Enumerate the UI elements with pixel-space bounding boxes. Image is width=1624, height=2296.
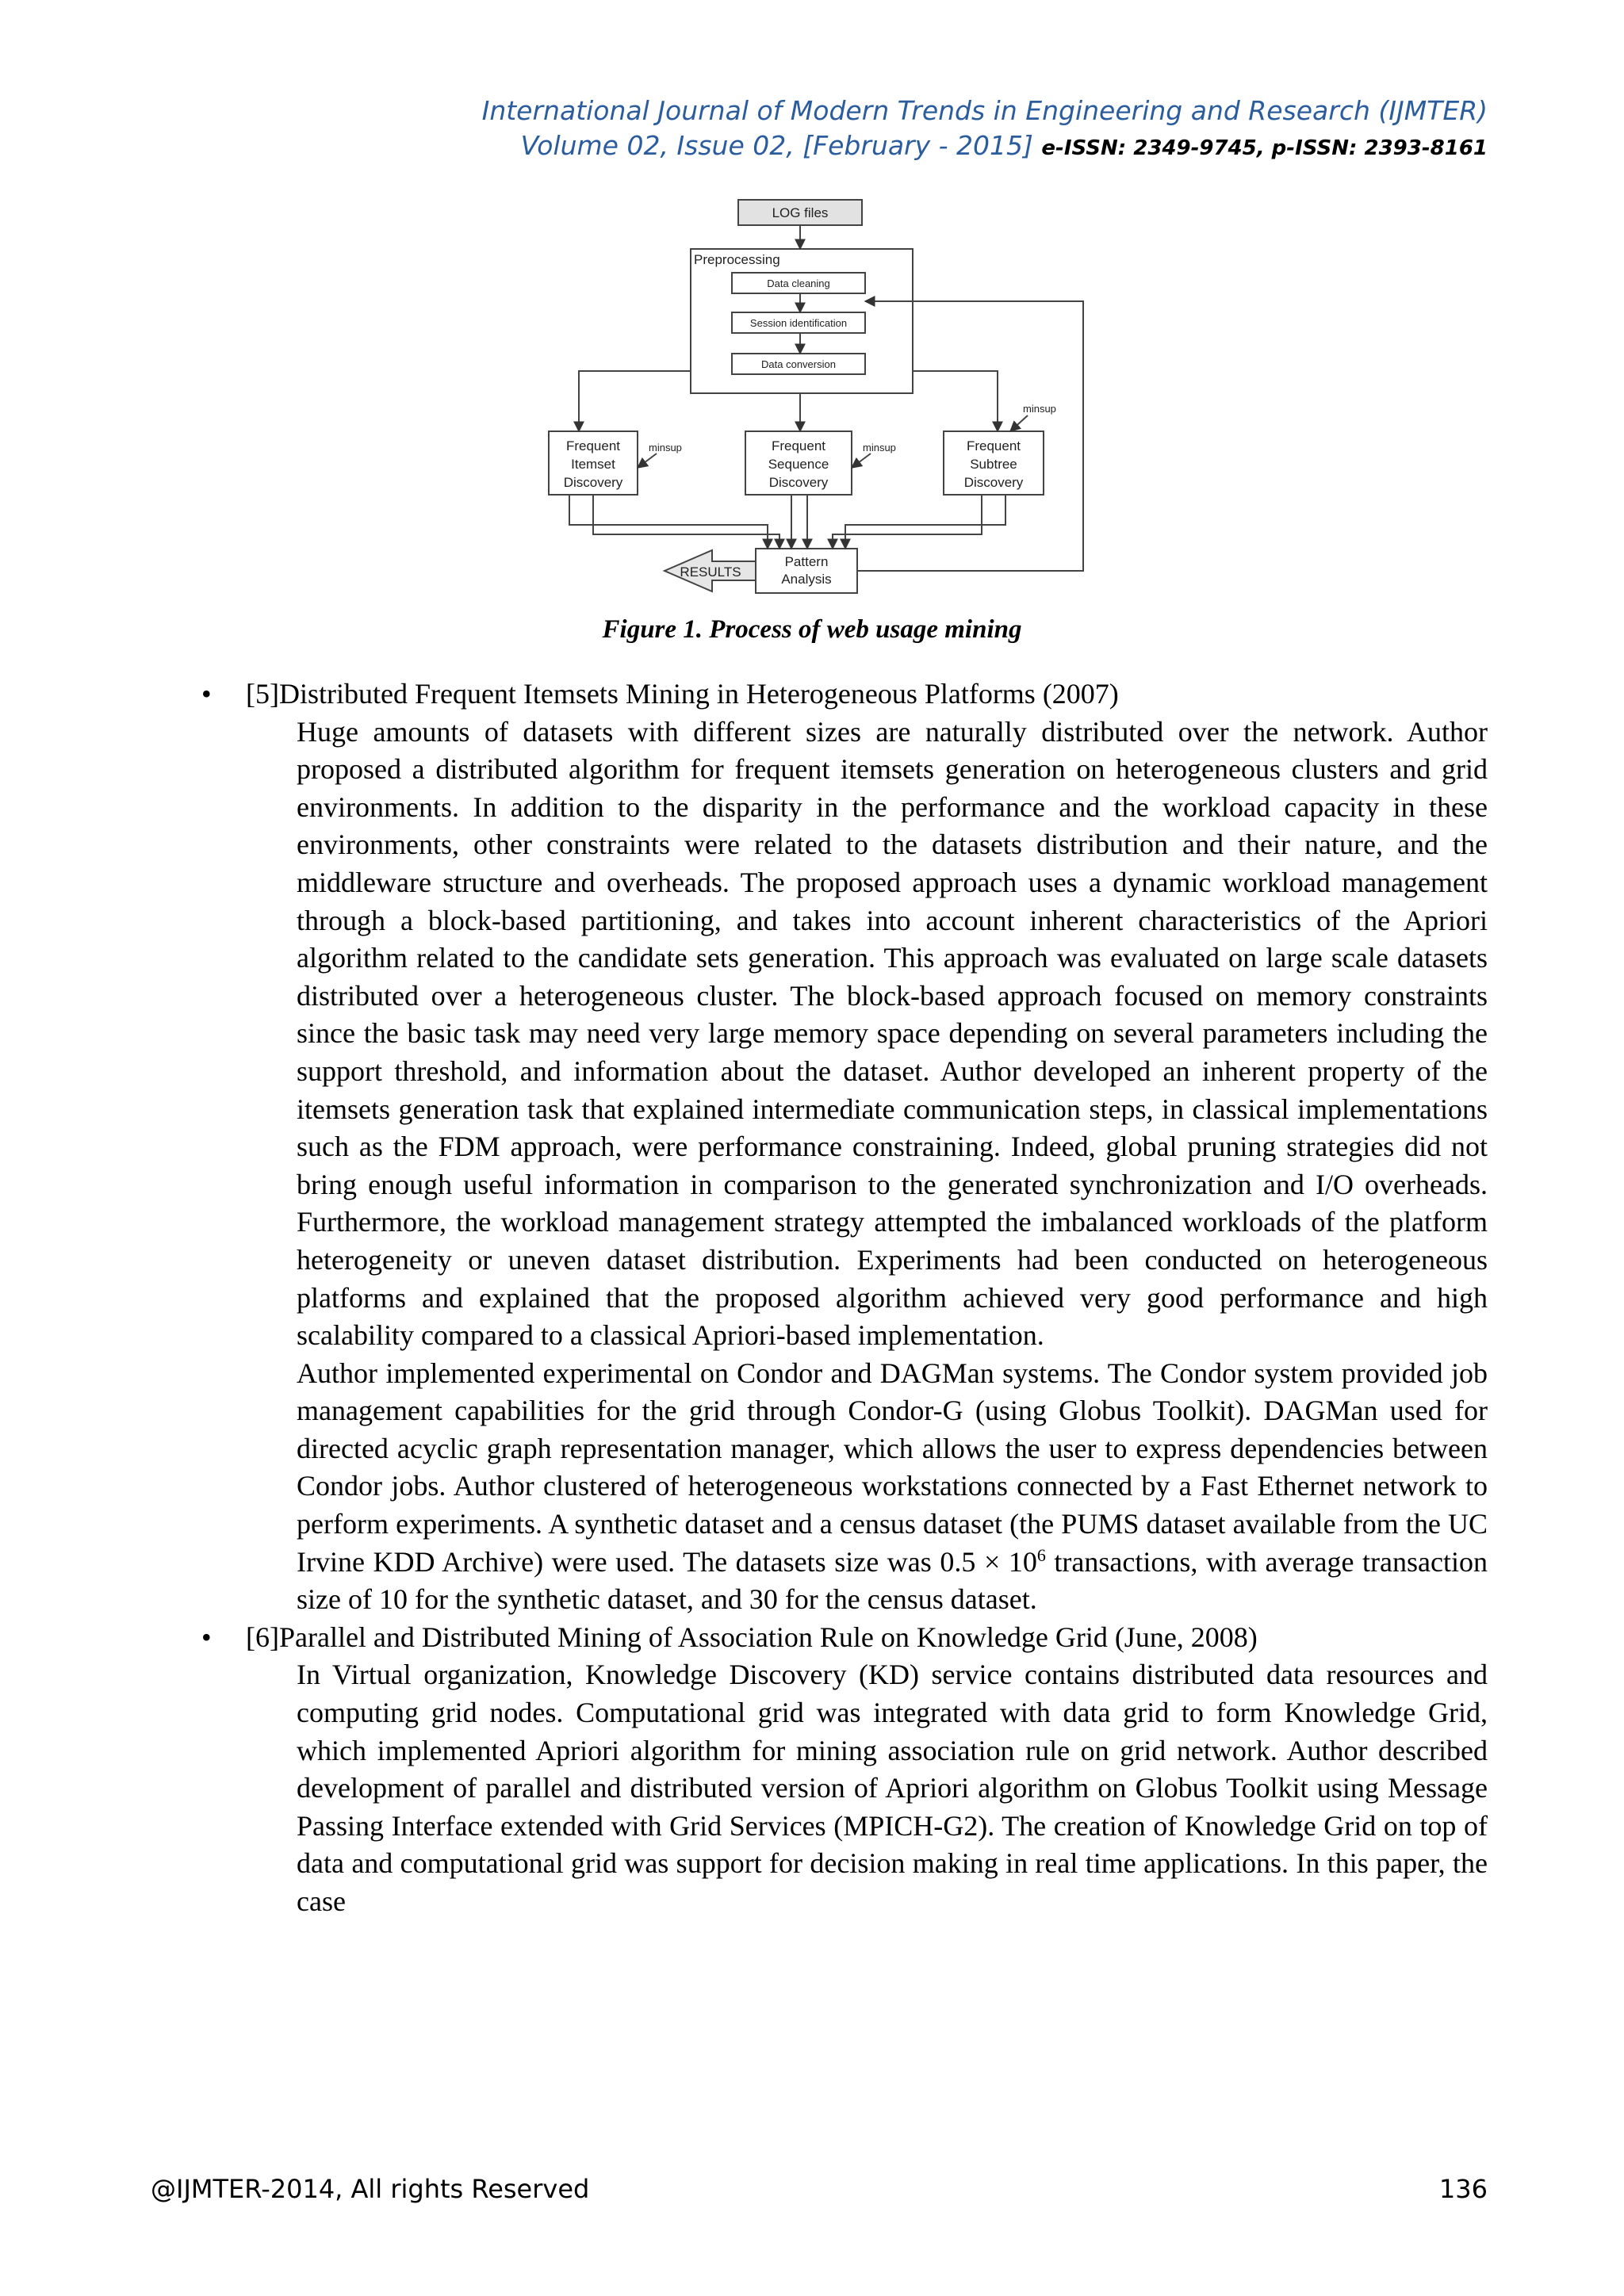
body-text bbox=[197, 675, 1488, 1921]
superscript: 6 bbox=[1036, 1544, 1046, 1565]
results-label: RESULTS bbox=[680, 564, 741, 580]
log-files-label: LOG files bbox=[772, 205, 829, 220]
journal-volume-line bbox=[482, 128, 1488, 166]
fid-line2: Itemset bbox=[571, 457, 615, 472]
journal-volume: Volume 02, Issue 02, [February - 2015] bbox=[520, 130, 1033, 161]
minsup-label-2: minsup bbox=[863, 442, 896, 453]
fstd-line1: Frequent bbox=[966, 438, 1021, 453]
list-item-title bbox=[197, 1619, 1488, 1657]
minsup-label-1: minsup bbox=[649, 442, 682, 453]
preprocessing-label: Preprocessing bbox=[694, 252, 780, 267]
pattern-label: Pattern bbox=[784, 554, 829, 569]
data-cleaning-label: Data cleaning bbox=[767, 277, 830, 289]
item-title-text: [6]Parallel and Distributed Mining of Association Rule on Knowledge Grid (June, 2008) bbox=[246, 1621, 1258, 1653]
journal-issn: e-ISSN: 2349-9745, p-ISSN: 2393-8161 bbox=[1041, 136, 1488, 160]
data-conversion-label: Data conversion bbox=[761, 358, 836, 370]
fid-line1: Frequent bbox=[565, 438, 621, 453]
fid-line3: Discovery bbox=[563, 475, 623, 490]
fsd-line3: Discovery bbox=[768, 475, 829, 490]
journal-title: International Journal of Modern Trends in Engineering and Research (IJMTER) bbox=[481, 95, 1488, 126]
page-number: 136 bbox=[1438, 2174, 1488, 2204]
figure-caption: Figure 1. Process of web usage mining bbox=[602, 615, 1022, 644]
analysis-label: Analysis bbox=[781, 572, 832, 587]
fstd-line3: Discovery bbox=[963, 475, 1024, 490]
paragraph bbox=[297, 1355, 1488, 1619]
list-item-title bbox=[197, 675, 1488, 714]
paragraph-text: transactions, with average transaction size of 10 for the synthetic dataset, and 30 for the census dataset. bbox=[297, 1545, 1488, 1616]
paragraph: In Virtual organization, Knowledge Discovery (KD) service contains distributed data resources and computing grid nodes. Computational grid was integrated with data grid to form Knowledge Grid, which implemented Apriori algorithm for mining association rule on grid network. Author described development of parallel and distributed version of Apriori algorithm on Globus Toolkit using Message Passing Interface extended with Grid Services (MPICH-G2). The creation of Knowledge Grid on top of data and computational grid was support for decision making in real time applications. In this paper, the case bbox=[297, 1659, 1488, 1917]
session-identification-label: Session identification bbox=[749, 317, 848, 329]
paragraph: Huge amounts of datasets with different sizes are naturally distributed over the network. Author proposed a distributed algorithm for frequent itemsets generation on heterogeneous clusters and grid environments. In addition to the disparity in the performance and the workload capacity in these environments, other constraints were related to the datasets distribution and their nature, and the middleware structure and overheads. The proposed approach uses a dynamic workload management through a block-based partitioning, and takes into account inherent characteristics of the Apriori algorithm related to the candidate sets generation. This approach was evaluated on large scale datasets distributed over a heterogeneous cluster. The block-based approach focused on memory constraints since the basic task may need very large memory space depending on several parameters including the support threshold, and information about the dataset. Author developed an inherent property of the itemsets generation task that explained intermediate communication steps, in classical implementations such as the FDM approach, were performance constraining. Indeed, global pruning strategies did not bring enough useful information in comparison to the generated synchronization and I/O overheads. Furthermore, the workload management strategy attempted the imbalanced workloads of the platform heterogeneity or uneven dataset distribution. Experiments had been conducted on heterogeneous platforms and explained that the proposed algorithm achieved very good performance and high scalability compared to a classical Apriori-based implementation. bbox=[297, 715, 1488, 1352]
journal-header bbox=[482, 94, 1488, 166]
fsd-line2: Sequence bbox=[768, 457, 829, 472]
bullet-icon: • bbox=[201, 1621, 212, 1653]
fsd-line1: Frequent bbox=[771, 438, 826, 453]
paragraph-text: Author implemented experimental on Condor and DAGMan systems. The Condor system provided job management capabilities for the grid through Condor-G (using Globus Toolkit). DAGMan used for directed acyclic graph representation manager, which allows the user to express dependencies between Condor jobs. Author clustered of heterogeneous workstations connected by a Fast Ethernet network to perform experiments. A synthetic dataset and a census dataset (the PUMS dataset available from the UC Irvine KDD Archive) were used. The datasets size was 0.5 × 10 bbox=[297, 1357, 1488, 1578]
bullet-icon: • bbox=[201, 678, 212, 710]
minsup-label-3: minsup bbox=[1023, 403, 1056, 415]
web-usage-mining-diagram bbox=[538, 195, 1093, 607]
fstd-line2: Subtree bbox=[970, 457, 1017, 472]
copyright: @IJMTER-2014, All rights Reserved bbox=[151, 2174, 590, 2204]
item-title-text: [5]Distributed Frequent Itemsets Mining in Heterogeneous Platforms (2007) bbox=[246, 678, 1119, 710]
